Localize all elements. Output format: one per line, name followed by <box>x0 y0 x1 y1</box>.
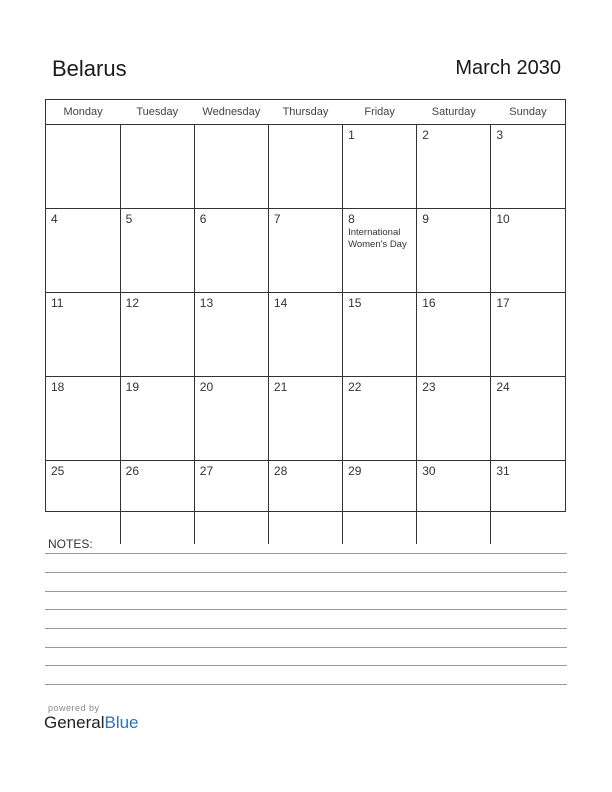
notes-line <box>45 665 567 666</box>
day-number: 1 <box>348 128 355 142</box>
notes-line <box>45 591 567 592</box>
weekday-monday: Monday <box>46 100 120 125</box>
day-cell <box>491 293 565 377</box>
weekday-wednesday: Wednesday <box>194 100 268 125</box>
day-cell <box>491 125 565 209</box>
day-cell <box>120 293 194 377</box>
day-number: 5 <box>125 212 133 226</box>
day-number: 9 <box>422 212 429 226</box>
day-number: 13 <box>199 296 214 310</box>
day-cell <box>417 125 491 209</box>
day-number: 6 <box>199 212 207 226</box>
day-number: 30 <box>422 464 436 478</box>
notes-line <box>45 647 567 648</box>
calendar-grid <box>45 99 566 512</box>
day-number: 27 <box>199 464 214 478</box>
day-number: 10 <box>496 212 510 226</box>
day-number: 2 <box>422 128 429 142</box>
brand-name <box>44 713 139 733</box>
day-number: 20 <box>199 380 214 394</box>
week-row <box>46 125 565 209</box>
day-cell <box>120 125 194 209</box>
brand-logo <box>44 703 139 733</box>
weekday-friday: Friday <box>343 100 417 125</box>
day-cell <box>417 377 491 461</box>
powered-by-text: powered by <box>48 703 100 713</box>
week-row <box>46 209 565 293</box>
notes-line <box>45 609 567 610</box>
day-cell <box>194 377 268 461</box>
day-number: 12 <box>125 296 139 310</box>
day-cell <box>120 209 194 293</box>
day-cell <box>417 461 491 545</box>
week-row <box>46 293 565 377</box>
brand-blue: Blue <box>104 713 139 732</box>
day-number: 4 <box>51 212 58 226</box>
brand-general: General <box>44 713 105 732</box>
weekday-saturday: Saturday <box>417 100 491 125</box>
day-cell <box>268 461 342 545</box>
day-cell <box>46 461 120 545</box>
day-cell <box>343 377 417 461</box>
notes-line <box>45 553 567 554</box>
day-cell <box>194 461 268 545</box>
notes-label: NOTES: <box>48 537 93 551</box>
day-cell <box>343 293 417 377</box>
day-cell <box>268 209 342 293</box>
country-title: Belarus <box>52 56 127 81</box>
day-number: 17 <box>496 296 510 310</box>
day-cell <box>491 377 565 461</box>
weekday-sunday: Sunday <box>491 100 565 125</box>
day-cell <box>343 461 417 545</box>
day-cell <box>343 125 417 209</box>
day-cell <box>46 125 120 209</box>
day-cell <box>491 461 565 545</box>
notes-line <box>45 572 567 573</box>
day-cell <box>268 377 342 461</box>
day-cell <box>194 293 268 377</box>
day-number: 31 <box>496 464 510 478</box>
day-cell <box>46 209 120 293</box>
day-cell <box>417 293 491 377</box>
weekday-header-row <box>46 100 565 125</box>
day-number: 29 <box>348 464 362 478</box>
day-number: 16 <box>422 296 436 310</box>
day-cell <box>120 377 194 461</box>
day-cell <box>268 125 342 209</box>
day-cell <box>343 209 417 293</box>
day-number: 25 <box>51 464 65 478</box>
day-cell <box>46 293 120 377</box>
notes-line <box>45 684 567 685</box>
day-cell <box>46 377 120 461</box>
day-number: 24 <box>496 380 510 394</box>
day-number: 15 <box>348 296 362 310</box>
day-number: 3 <box>496 128 504 142</box>
day-number: 14 <box>273 296 288 310</box>
weekday-thursday: Thursday <box>268 100 342 125</box>
day-cell <box>194 125 268 209</box>
day-number: 8 <box>348 212 355 226</box>
day-cell <box>417 209 491 293</box>
day-number: 23 <box>422 380 436 394</box>
day-cell <box>120 461 194 545</box>
day-number: 11 <box>51 296 64 310</box>
month-title: March 2030 <box>455 57 561 79</box>
day-cell <box>268 293 342 377</box>
day-number: 22 <box>348 380 362 394</box>
day-number: 7 <box>273 212 281 226</box>
day-number: 19 <box>125 380 139 394</box>
holiday-label: International Women's Day <box>348 227 407 250</box>
day-cell <box>194 209 268 293</box>
weekday-tuesday: Tuesday <box>120 100 194 125</box>
week-row <box>46 461 565 545</box>
day-number: 28 <box>273 464 288 478</box>
day-cell <box>491 209 565 293</box>
day-number: 26 <box>125 464 139 478</box>
week-row <box>46 377 565 461</box>
day-number: 18 <box>51 380 65 394</box>
day-number: 21 <box>273 380 288 394</box>
notes-line <box>45 628 567 629</box>
